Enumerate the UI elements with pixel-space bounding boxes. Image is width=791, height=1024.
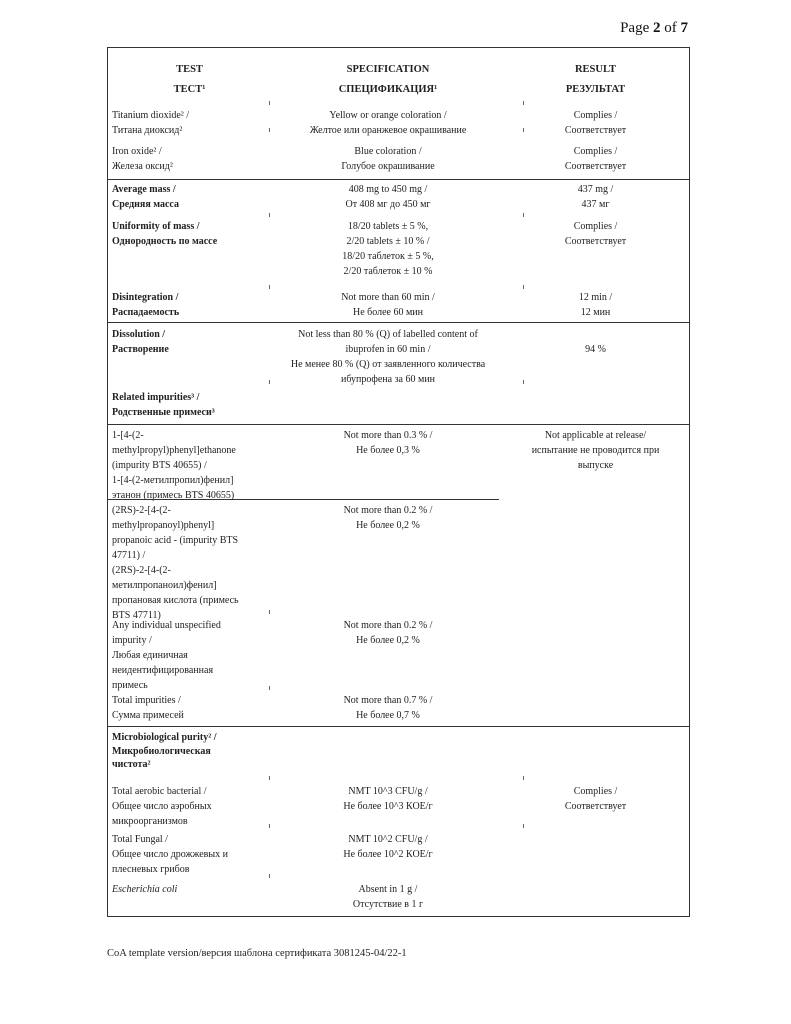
spec-total-aerobic-bacterial: NMT 10^3 CFU/g / Не более 10^3 КОЕ/г xyxy=(343,786,433,812)
column-tick xyxy=(269,101,270,105)
result-average-mass: 437 mg / 437 мг xyxy=(577,184,614,210)
column-tick xyxy=(269,610,270,614)
column-tick xyxy=(523,824,524,828)
column-tick xyxy=(269,824,270,828)
test-uniformity-of-mass: Uniformity of mass / Однородность по массе xyxy=(112,221,218,247)
result-disintegration: 12 min / 12 мин xyxy=(578,292,613,318)
footer-template-version: CoA template version/версия шаблона сертификата 3081245-04/22-1 xyxy=(107,948,407,959)
result-uniformity-of-mass: Complies / Соответствует xyxy=(564,221,627,247)
page-number: Page 2 of 7 xyxy=(620,20,688,36)
test-dissolution: Dissolution / Растворение xyxy=(112,329,169,355)
test-disintegration: Disintegration / Распадаемость xyxy=(112,292,180,318)
test-average-mass: Average mass / Средняя масса xyxy=(112,184,179,210)
spec-total-fungal: NMT 10^2 CFU/g / Не более 10^2 КОЕ/г xyxy=(343,834,433,860)
test-unspecified-impurity: Any individual unspecified impurity / Любая единичная неидентифицированная примесь xyxy=(112,620,221,691)
column-tick xyxy=(269,874,270,878)
result-dissolution: 94 % xyxy=(585,344,606,355)
result-iron-oxide: Complies / Соответствует xyxy=(564,146,627,172)
result-related-impurities: Not applicable at release/ испытание не проводится при выпуске xyxy=(531,430,660,471)
spec-total-impurities: Not more than 0.7 % / Не более 0,7 % xyxy=(343,695,433,721)
test-iron-oxide: Iron oxide² / Железа оксид² xyxy=(112,146,173,172)
header-test: TEST ТЕСТ¹ xyxy=(173,64,206,95)
column-tick xyxy=(523,776,524,780)
column-tick xyxy=(269,686,270,690)
result-total-aerobic-bacterial: Complies / Соответствует xyxy=(564,786,627,812)
column-tick xyxy=(269,285,270,289)
column-tick xyxy=(269,128,270,132)
column-tick xyxy=(523,128,524,132)
test-related-impurities: Related impurities³ / Родственные примеси³ xyxy=(112,392,215,418)
spec-dissolution: Not less than 80 % (Q) of labelled content of ibuprofen in 60 min / Не менее 80 % (Q) от заявленного количества ибупрофена за 60 мин xyxy=(290,329,486,385)
results-table xyxy=(107,47,690,917)
column-tick xyxy=(523,380,524,384)
spec-escherichia-coli: Absent in 1 g / Отсутствие в 1 г xyxy=(352,884,424,910)
test-impurity-bts-47711: (2RS)-2-[4-(2- methylpropanoyl)phenyl] propanoic acid - (impurity BTS 47711) / (2RS)-2-[4-(2- метилпропаноил)фенил] пропановая кислота (примесь BTS 47711) xyxy=(112,505,239,621)
result-titanium-dioxide: Complies / Соответствует xyxy=(564,110,627,136)
row-divider xyxy=(108,322,689,323)
spec-average-mass: 408 mg to 450 mg / От 408 мг до 450 мг xyxy=(345,184,431,210)
test-total-impurities: Total impurities / Сумма примесей xyxy=(112,695,184,721)
column-tick xyxy=(523,213,524,217)
spec-impurity-bts-40655: Not more than 0.3 % / Не более 0,3 % xyxy=(343,430,433,456)
row-divider xyxy=(108,424,689,425)
header-specification: SPECIFICATION СПЕЦИФИКАЦИЯ¹ xyxy=(338,64,438,95)
page-total: 7 xyxy=(680,20,688,36)
header-result: RESULT РЕЗУЛЬТАТ xyxy=(565,64,626,95)
spec-unspecified-impurity: Not more than 0.2 % / Не более 0,2 % xyxy=(343,620,433,646)
spec-uniformity-of-mass: 18/20 tablets ± 5 %, 2/20 tablets ± 10 % / 18/20 таблеток ± 5 %, 2/20 таблеток ± 10 % xyxy=(342,221,434,277)
column-tick xyxy=(523,285,524,289)
spec-impurity-bts-47711: Not more than 0.2 % / Не более 0,2 % xyxy=(343,505,433,531)
column-tick xyxy=(523,101,524,105)
spec-titanium-dioxide: Yellow or orange coloration / Желтое или оранжевое окрашивание xyxy=(309,110,467,136)
row-divider xyxy=(108,726,689,727)
test-total-fungal: Total Fungal / Общее число дрожжевых и плесневых грибов xyxy=(112,834,228,875)
column-tick xyxy=(269,213,270,217)
page-current: 2 xyxy=(653,20,661,36)
test-microbiological-purity: Microbiological purity² / Микробиологическая чистота² xyxy=(112,732,217,770)
row-divider xyxy=(108,179,689,180)
test-titanium-dioxide: Titanium dioxide² / Титана диоксид² xyxy=(112,110,190,136)
spec-iron-oxide: Blue coloration / Голубое окрашивание xyxy=(341,146,435,172)
test-total-aerobic-bacterial: Total aerobic bacterial / Общее число аэробных микроорганизмов xyxy=(112,786,212,827)
test-impurity-bts-40655: 1-[4-(2- methylpropyl)phenyl]ethanone (impurity BTS 40655) / 1-[4-(2-метилпропил)фенил] этанон (примесь BTS 40655) xyxy=(112,430,236,501)
test-escherichia-coli: Escherichia coli xyxy=(112,884,178,895)
spec-disintegration: Not more than 60 min / Не более 60 мин xyxy=(341,292,435,318)
row-divider xyxy=(108,499,499,500)
column-tick xyxy=(269,380,270,384)
column-tick xyxy=(269,776,270,780)
